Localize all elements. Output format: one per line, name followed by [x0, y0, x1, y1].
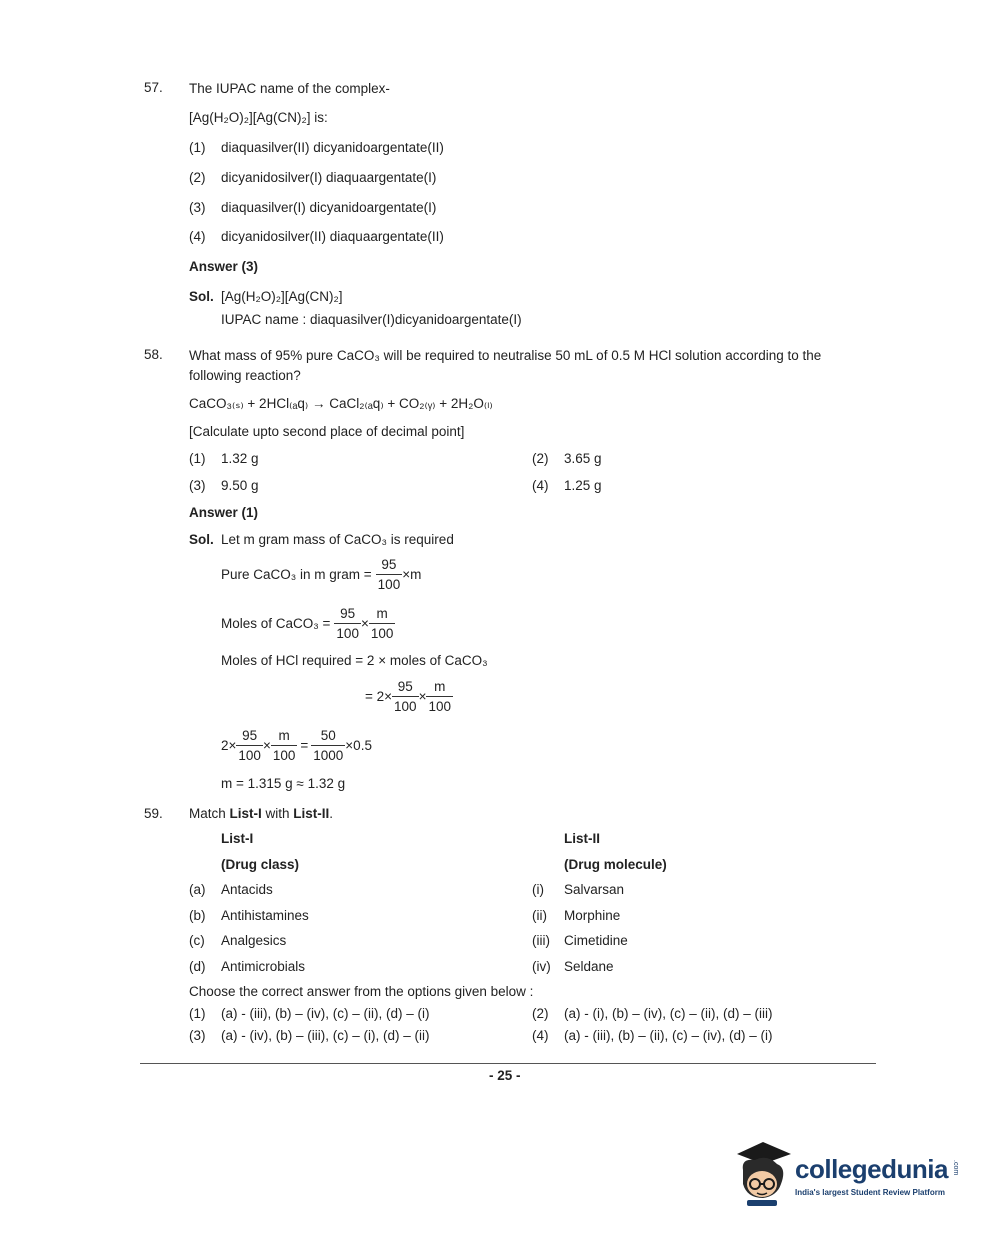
q58-step5: [221, 726, 372, 765]
q57-option-text: diaquasilver(II) dicyanidoargentate(II): [221, 140, 444, 155]
q58-option-num: (3): [189, 478, 206, 493]
list1-item: Antimicrobials: [221, 959, 306, 974]
denominator: 1000: [313, 748, 344, 763]
collegedunia-logo[interactable]: [733, 1140, 965, 1212]
q58-option-num: (4): [532, 478, 549, 493]
list1-heading: List-I: [221, 831, 254, 846]
question-57-stem: The IUPAC name of the complex-: [189, 81, 390, 96]
list2-item: Morphine: [564, 908, 621, 923]
denominator: 100: [370, 626, 394, 641]
q58-option-num: (2): [532, 451, 549, 466]
question-59-stem: [189, 806, 333, 821]
q59-option-text: (a) - (i), (b) – (iv), (c) – (ii), (d) – (iii): [564, 1006, 773, 1021]
times-sign: ×: [418, 689, 427, 704]
times-sign: ×: [262, 738, 271, 753]
q58-note: [Calculate upto second place of decimal point]: [189, 424, 465, 439]
q59-option-num: (3): [189, 1028, 206, 1043]
denominator: 100: [272, 748, 296, 763]
list2-item: Cimetidine: [564, 933, 628, 948]
denominator: 100: [428, 699, 451, 714]
page-number: - 25 -: [489, 1068, 521, 1083]
list1-item: Analgesics: [221, 933, 287, 948]
q58-step2: [221, 604, 395, 643]
fraction: [236, 726, 263, 765]
logo-com: .com: [952, 1160, 959, 1176]
numerator: 95: [236, 726, 263, 746]
stem-text: with: [261, 806, 294, 821]
q58-option-text: 1.32 g: [221, 451, 259, 466]
q58-step2-label: Moles of CaCO₃ =: [221, 616, 331, 631]
numerator: 95: [392, 677, 419, 697]
list2-item-label: (iii): [532, 933, 550, 948]
fraction: [426, 677, 453, 716]
q58-step5-tail: ×0.5: [345, 738, 372, 753]
q58-step1-tail: ×m: [402, 567, 422, 582]
q58-result: m = 1.315 g ≈ 1.32 g: [221, 776, 346, 791]
q58-option-text: 9.50 g: [221, 478, 259, 493]
list2-heading: List-II: [564, 831, 600, 846]
stem-list1: List-I: [229, 806, 262, 821]
numerator: m: [426, 677, 453, 697]
q58-step4: [365, 677, 453, 716]
question-58-number: 58.: [144, 347, 163, 362]
fraction: [369, 604, 396, 643]
question-57-formula: [Ag(H₂O)₂][Ag(CN)₂] is:: [189, 110, 328, 125]
q58-step5-prefix: 2×: [221, 738, 237, 753]
denominator: 100: [394, 699, 417, 714]
numerator: m: [369, 604, 396, 624]
list2-item: Salvarsan: [564, 882, 625, 897]
stem-text: Match: [189, 806, 230, 821]
q58-sol-label: Sol.: [189, 532, 214, 547]
q58-step4-prefix: = 2×: [365, 689, 393, 704]
list2-item: Seldane: [564, 959, 614, 974]
q59-option-text: (a) - (iii), (b) – (ii), (c) – (iv), (d) – (i): [564, 1028, 773, 1043]
logo-tagline: India's largest Student Review Platform: [795, 1188, 945, 1197]
list1-item-label: (a): [189, 882, 206, 897]
q58-option-num: (1): [189, 451, 206, 466]
question-57-number: 57.: [144, 80, 163, 95]
q58-step3: Moles of HCl required = 2 × moles of CaCO₃: [221, 653, 488, 668]
numerator: 50: [311, 726, 345, 746]
q58-answer: Answer (1): [189, 505, 259, 520]
q59-option-num: (2): [532, 1006, 549, 1021]
q59-option-text: (a) - (iv), (b) – (iii), (c) – (i), (d) – (ii): [221, 1028, 430, 1043]
question-59-number: 59.: [144, 806, 163, 821]
q57-sol-formula: [Ag(H₂O)₂][Ag(CN)₂]: [221, 289, 343, 304]
fraction: [392, 677, 419, 716]
q58-option-text: 3.65 g: [564, 451, 602, 466]
fraction: [334, 604, 361, 643]
list1-item-label: (c): [189, 933, 205, 948]
q59-option-num: (4): [532, 1028, 549, 1043]
fraction: [271, 726, 298, 765]
q57-option-num: (2): [189, 170, 206, 185]
logo-wordmark: collegedunia: [795, 1154, 948, 1184]
stem-list2: List-II: [293, 806, 330, 821]
q58-sol-intro: Let m gram mass of CaCO₃ is required: [221, 532, 454, 547]
list2-subheading: (Drug molecule): [564, 857, 667, 872]
list1-subheading: (Drug class): [221, 857, 300, 872]
q57-option-num: (4): [189, 229, 206, 244]
denominator: 100: [336, 626, 359, 641]
q58-option-text: 1.25 g: [564, 478, 602, 493]
q59-choose-instruction: Choose the correct answer from the options given below :: [189, 984, 534, 999]
numerator: m: [271, 726, 298, 746]
q57-option-num: (3): [189, 200, 206, 215]
q57-option-text: dicyanidosilver(II) diaquaargentate(II): [221, 229, 444, 244]
numerator: 95: [376, 555, 403, 575]
numerator: 95: [334, 604, 361, 624]
footer-divider: [140, 1063, 876, 1064]
denominator: 100: [377, 577, 401, 592]
list1-item: Antacids: [221, 882, 273, 897]
q58-reaction: CaCO₃₍ₛ₎ + 2HCl₍ₐq₎ → CaCl₂₍ₐq₎ + CO₂₍ᵧ₎ + 2H₂O₍ₗ₎: [189, 396, 493, 411]
question-58-stem-line1: What mass of 95% pure CaCO₃ will be required to neutralise 50 mL of 0.5 M HCl solution according to the: [189, 348, 822, 363]
q57-option-text: dicyanidosilver(I) diaquaargentate(I): [221, 170, 437, 185]
list1-item-label: (d): [189, 959, 206, 974]
list2-item-label: (iv): [532, 959, 551, 974]
fraction: [376, 555, 403, 594]
question-58-stem-line2: following reaction?: [189, 368, 301, 383]
q57-answer: Answer (3): [189, 259, 259, 274]
q57-option-text: diaquasilver(I) dicyanidoargentate(I): [221, 200, 437, 215]
q57-option-num: (1): [189, 140, 206, 155]
list2-item-label: (ii): [532, 908, 547, 923]
times-sign: ×: [360, 616, 369, 631]
q57-sol-label: Sol.: [189, 289, 214, 304]
equals-sign: =: [300, 738, 309, 753]
list1-item-label: (b): [189, 908, 206, 923]
list1-item: Antihistamines: [221, 908, 309, 923]
q58-step1-label: Pure CaCO₃ in m gram =: [221, 567, 372, 582]
q57-sol-iupac: IUPAC name : diaquasilver(I)dicyanidoargentate(I): [221, 312, 522, 327]
fraction: [311, 726, 345, 765]
q59-option-text: (a) - (iii), (b) – (iv), (c) – (ii), (d) – (i): [221, 1006, 430, 1021]
mascot-icon: [733, 1140, 795, 1212]
q59-option-num: (1): [189, 1006, 206, 1021]
stem-text: .: [329, 806, 334, 821]
q58-step1: [221, 555, 421, 594]
list2-item-label: (i): [532, 882, 544, 897]
denominator: 100: [238, 748, 261, 763]
